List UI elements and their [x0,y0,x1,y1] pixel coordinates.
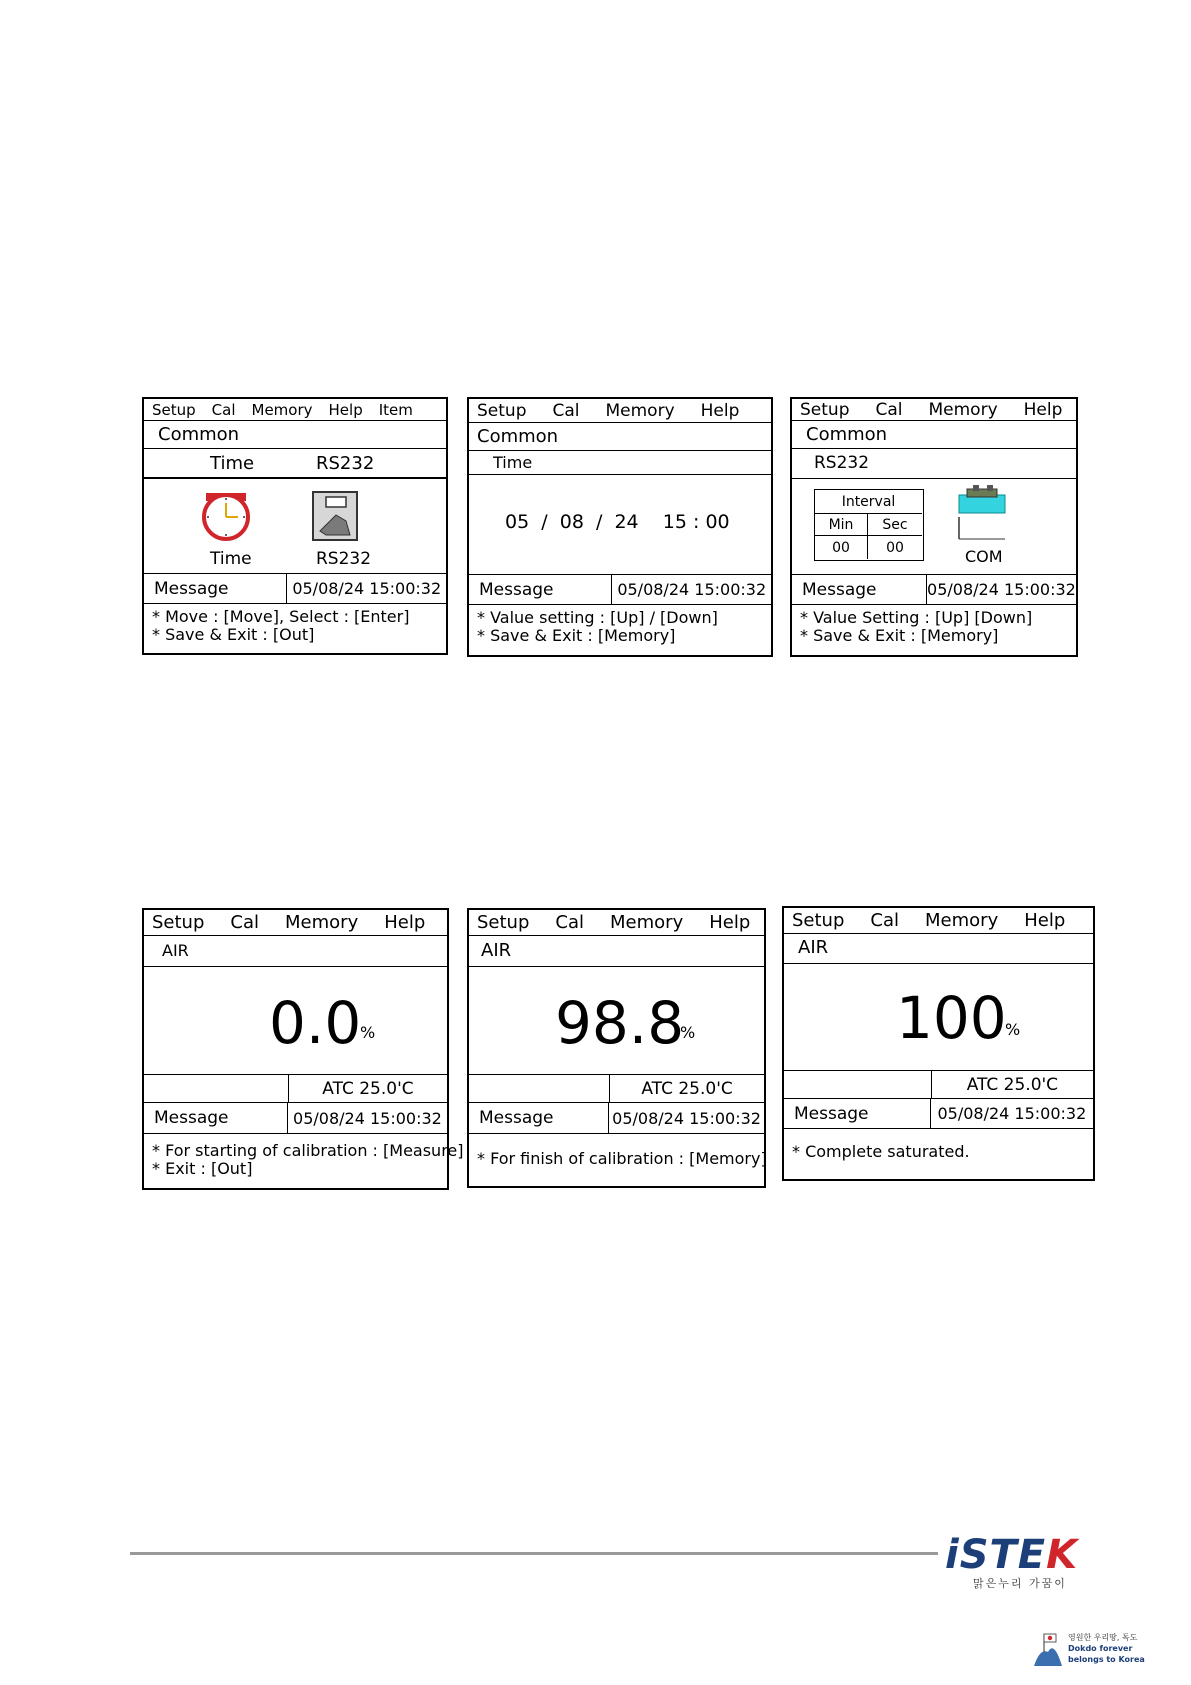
hint-line-1: * Value setting : [Up] / [Down] [477,608,718,627]
sub-title-rs232: RS232 [814,453,870,473]
menu-item[interactable]: Item [378,400,413,419]
menu-help[interactable]: Help [709,912,751,933]
menu-setup[interactable]: Setup [792,910,845,931]
status-blank [784,1071,932,1098]
menu-memory[interactable]: Memory [928,399,998,420]
menu-help[interactable]: Help [328,400,363,419]
menu-memory[interactable]: Memory [925,910,999,931]
panel-common-menu [142,397,448,655]
interval-header: Interval [815,490,922,514]
datetime-value: 05/08/24 15:00:32 [927,580,1076,599]
hint-line-2: * Exit : [Out] [152,1159,253,1178]
brand-k: K [1046,1532,1079,1578]
section-title: Common [477,426,559,447]
com-port-icon[interactable] [957,485,1009,541]
hint-line-2: * Save & Exit : [Memory] [477,626,676,645]
menu-help[interactable]: Help [1023,399,1063,420]
menu-cal[interactable]: Cal [555,912,585,933]
measurement-value: 100 [896,984,1007,1052]
message-label: Message [792,575,927,604]
menu-cal[interactable]: Cal [875,399,903,420]
menu-memory[interactable]: Memory [285,912,359,933]
panel-time-setting [467,397,773,657]
menu-help[interactable]: Help [384,912,426,933]
clock-icon[interactable] [200,491,252,543]
sec-header: Sec [868,514,922,536]
panel-rs232-setting [790,397,1078,657]
icon-label-time: Time [210,549,252,569]
menu-setup[interactable]: Setup [477,912,530,933]
tab-time[interactable]: Time [210,453,255,474]
hint-line-2: * Save & Exit : [Memory] [800,626,999,645]
measurement-value: 98.8 [555,989,685,1057]
dokdo-caption [1068,1632,1145,1665]
menu-help[interactable]: Help [1024,910,1066,931]
hint-line-1: * For finish of calibration : [Memory] [477,1149,767,1168]
menu-help[interactable]: Help [700,400,740,421]
message-label: Message [144,574,287,603]
menu-memory[interactable]: Memory [251,400,313,419]
hint-line-1: * For starting of calibration : [Measure] [152,1141,464,1160]
date-time-input[interactable]: 05 / 08 / 24 15 : 00 [505,511,730,533]
atc-temperature: ATC 25.0'C [641,1078,733,1099]
min-header: Min [815,514,868,536]
min-value[interactable]: 00 [815,536,868,559]
unit-percent: % [360,1023,376,1042]
dokdo-line-3: belongs to Korea [1068,1655,1145,1664]
menu-bar [144,910,447,935]
menu-cal[interactable]: Cal [552,400,580,421]
menu-cal[interactable]: Cal [211,400,236,419]
datetime-value: 05/08/24 15:00:32 [937,1104,1087,1123]
sub-title-time: Time [493,453,533,472]
panel-air-cal-complete [782,906,1095,1181]
datetime-value: 05/08/24 15:00:32 [292,579,442,598]
menu-setup[interactable]: Setup [800,399,850,420]
dokdo-line-1: 영원한 우리땅, 독도 [1068,1633,1138,1642]
menu-cal[interactable]: Cal [230,912,260,933]
datetime-value: 05/08/24 15:00:32 [617,580,767,599]
mode-air: AIR [162,941,189,960]
atc-temperature: ATC 25.0'C [322,1078,414,1099]
message-label: Message [144,1103,288,1133]
panel-air-cal-start [142,908,464,1190]
sec-value[interactable]: 00 [886,539,904,556]
message-label: Message [469,575,612,604]
tab-rs232[interactable]: RS232 [316,453,375,474]
menu-setup[interactable]: Setup [477,400,527,421]
section-title: Common [806,424,888,445]
menu-bar [144,399,446,420]
brand-tagline: 맑은누리 가꿈이 [973,1577,1067,1590]
atc-temperature: ATC 25.0'C [966,1074,1059,1095]
message-label: Message [784,1099,931,1128]
datetime-value: 05/08/24 15:00:32 [612,1108,761,1128]
menu-bar [469,910,764,935]
menu-setup[interactable]: Setup [152,912,205,933]
menu-memory[interactable]: Memory [610,912,684,933]
interval-table [814,489,924,561]
icon-label-rs232: RS232 [316,549,372,569]
menu-bar [792,399,1076,420]
menu-bar [469,399,771,422]
menu-memory[interactable]: Memory [605,400,675,421]
mode-air: AIR [798,937,829,958]
hint-line-1: * Move : [Move], Select : [Enter] [152,607,410,626]
status-blank [469,1075,610,1102]
footer-divider [130,1552,938,1555]
message-label: Message [469,1103,609,1133]
section-title: Common [158,424,240,445]
dokdo-island-icon [1030,1630,1066,1670]
mode-air: AIR [481,940,512,961]
istek-logo [945,1532,1078,1578]
unit-percent: % [1005,1020,1021,1039]
com-label: COM [965,547,1003,566]
dokdo-line-2: Dokdo forever [1068,1644,1133,1653]
menu-cal[interactable]: Cal [870,910,900,931]
hint-line-1: * Complete saturated. [792,1142,970,1161]
hint-line-2: * Save & Exit : [Out] [152,625,315,644]
menu-setup[interactable]: Setup [152,400,196,419]
menu-bar [784,908,1093,933]
panel-air-cal-running [467,908,766,1188]
status-blank [144,1075,289,1102]
hint-line-1: * Value Setting : [Up] [Down] [800,608,1033,627]
measurement-value: 0.0 [269,989,362,1057]
unit-percent: % [680,1023,696,1042]
rs232-icon[interactable] [312,491,358,541]
brand-text: iSTE [945,1532,1047,1578]
datetime-value: 05/08/24 15:00:32 [293,1108,442,1128]
